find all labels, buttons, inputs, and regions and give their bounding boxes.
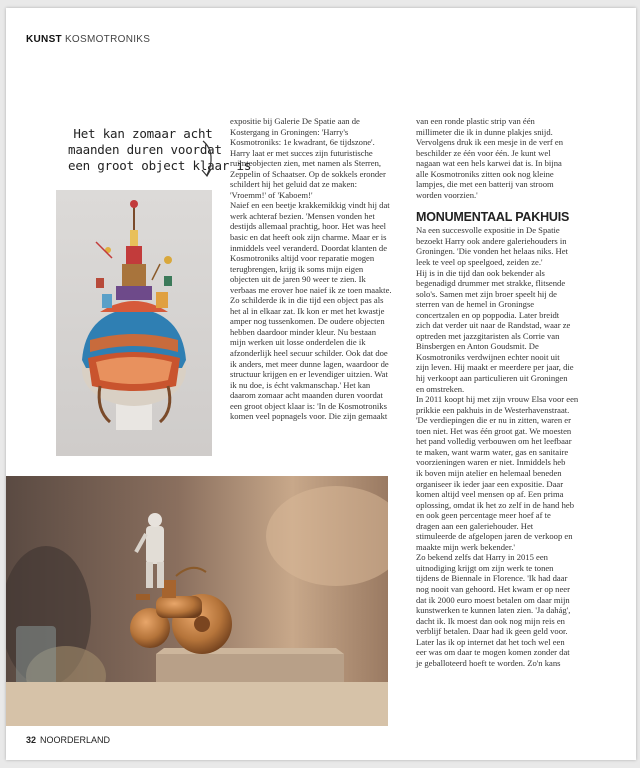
text-line: eer was om daar te mogen komen zonder dat — [416, 647, 570, 658]
text-line: 'Vroemm!' of 'Kaboem!' — [230, 189, 313, 200]
text-line: Kosmotroniks verdwijnen echter nooit uit — [416, 351, 560, 362]
text-line: voorzieningen waren er niet. Inmiddels heb — [416, 457, 566, 468]
text-line: uitnodiging krijgt om zijn werk te tonen — [416, 562, 554, 573]
text-line: concertzalen en op poppodia. Later breidt — [416, 309, 560, 320]
text-line: komen altijd veel mensen op af. Een prima — [416, 489, 564, 500]
pull-quote-line: een groot object klaar is — [68, 158, 252, 173]
text-line: expositie bij Galerie De Spatie aan de — [230, 116, 360, 126]
curved-arrow-icon — [199, 139, 217, 179]
text-line: hebben daardoor minder kleur. Nu bestaan — [230, 326, 377, 337]
text-line: Groningen. 'Die vonden het helaas niks. Het — [416, 246, 568, 257]
text-line: verblijf betalen. Daar had ik geen geld voor. — [416, 626, 568, 637]
text-line: structuur krijgen en er levendiger uitzien. Wat — [230, 369, 388, 380]
section-header — [26, 34, 150, 45]
text-line: Hij is in die tijd dan ook bekender als — [416, 267, 545, 278]
text-line: Harry laat er met succes zijn futuristische — [230, 147, 373, 158]
text-line: Zo schilderde ik in die tijd een object pas als — [230, 295, 384, 306]
text-line: amper nog tussenkomen. De oudere objecten — [230, 316, 385, 327]
text-line: Kostergang in Groningen: 'Harry's — [230, 126, 349, 137]
text-line: begenadigd drummer met strakke, flitsende — [416, 278, 566, 289]
text-line: Vervolgens druk ik een mesje in de verf en — [416, 137, 563, 148]
text-line: beschilder ze één voor één. Je kunt wel — [416, 147, 551, 158]
text-line: daarom zomaar acht maanden duren voordat — [230, 390, 383, 401]
text-line: hij verkoopt aan particulieren uit Groningen — [416, 373, 568, 384]
text-line: het al in elkaar zat. Ik kon er met het kwastje — [230, 305, 385, 316]
text-line: van een ronde plastic strip van één — [416, 116, 535, 126]
text-line: objecten uit de jaren 90 weer te zien. Ik — [230, 274, 366, 285]
text-line: schildert hij het geluid dat ze maken: — [230, 179, 357, 190]
magazine-name: NOORDERLAND — [40, 735, 111, 745]
text-line: destijds allemaal prachtig, hoor. Het was heel — [230, 221, 387, 232]
section-label: KUNST — [26, 34, 62, 45]
text-line: Naief en een beetje krakkemikkig vindt hij dat — [230, 200, 390, 211]
text-line: en omstreken. — [416, 383, 465, 394]
text-line: basic en dat heeft ook zijn charme. Maar er is — [230, 232, 387, 243]
text-line: ik anders, met meer dunne lagen, waardoor de — [230, 358, 389, 369]
text-line: werk achteraf bezien. 'Mensen vonden het — [230, 210, 375, 221]
text-line: nog nooit van gehoord. Het kwam er op neer — [416, 583, 570, 594]
text-line: bezoekt Harry ook andere galeriehouders in — [416, 235, 567, 246]
text-line: een groot object klaar is: 'In de Kosmotroniks — [230, 400, 387, 411]
text-line: solo's. Samen met zijn broer speelt hij de — [416, 288, 557, 299]
text-line: ik nu doe, is écht vakmanschap.' Het kan — [230, 379, 371, 390]
text-line: leek te veel op speelgoed, zeiden ze.' — [416, 257, 543, 268]
text-line: ruimteobjecten zien, met namen als Sterren, — [230, 158, 382, 169]
pull-quote-line: Het kan zomaar acht — [73, 126, 213, 141]
text-line: organiseer ik ieder jaar een expositie. Daar — [416, 478, 564, 489]
text-line: ik boven mijn atelier en helemaal beneden — [416, 467, 562, 478]
text-line: dacht ik. Ik moest dan ook nog mijn reis en — [416, 615, 565, 626]
pull-quote-line: maanden duren voordat — [68, 142, 222, 157]
text-line: Kosmotroniks: 1e kwadrant, 6e tijdszone'. — [230, 137, 375, 148]
text-line: dragen aan een galeriehouder. Het — [416, 520, 534, 531]
text-line: tijdens de Biennale in Florence. 'Ik had daar — [416, 573, 568, 584]
text-line: Kosmotroniks altijd voor reparatie mogen — [230, 253, 375, 264]
text-line: je geballoteerd hoeft te worden. Zo'n kans — [416, 657, 561, 668]
text-line: In 2011 koopt hij met zijn vrouw Elsa voor een — [416, 394, 579, 405]
text-line: Binsbergen en Anton Goudsmit. De — [416, 341, 539, 352]
text-line: en ook geen percentage meer hoef af te — [416, 510, 551, 521]
text-line: terugbrengen, krijg ik soms mijn eigen — [230, 263, 364, 274]
text-line: optreden met jazzgitaristen als Corrie van — [416, 330, 560, 341]
text-line: mijn werken uit losse onderdelen die ik — [230, 337, 366, 348]
text-line: inmiddels veel veranderd. Doordat klanten de — [230, 242, 388, 253]
motorbike-sculpture-photo — [6, 476, 388, 726]
text-line: het pand volledig verbouwen om het leefbaar — [416, 436, 572, 447]
text-line: oplossing, omdat ik het zo zelf in de hand heb — [416, 499, 574, 510]
text-line: zich dat verder uit naar de Randstad, waar ze — [416, 320, 571, 331]
text-line: maakte mijn werk bekender.' — [416, 541, 515, 552]
page-number: 32 — [26, 735, 37, 745]
text-line: alle Kosmotroniks zitten ook nog kleine — [416, 168, 554, 179]
text-line: Zo bekend zelfs dat Harry in 2015 een — [416, 552, 548, 563]
text-line: worden voorzien.' — [416, 189, 478, 200]
magazine-page — [6, 8, 636, 760]
text-line: Zeppelin of Schaatser. Op de sokkels eronder — [230, 168, 386, 179]
text-line: verbaas me erover hoe naief ik ze toen maakte. — [230, 284, 392, 295]
text-line: toen niet. Het was één groot gat. We moesten — [416, 425, 572, 436]
text-line: lampjes, die met een batterij van stroom — [416, 179, 554, 190]
article-column-2 — [416, 116, 606, 668]
text-line: sterren van de hemel in Groningse — [416, 299, 535, 310]
text-line: dat ik 2000 euro moest betalen om daar mijn — [416, 594, 570, 605]
text-line: prikkie een pakhuis in de Westerhavenstraat. — [416, 404, 570, 415]
text-line: millimeter die ik in dunne plakjes snijd. — [416, 126, 553, 137]
text-line: Later las ik op internet dat het toch wel een — [416, 636, 565, 647]
article-column-1 — [230, 116, 406, 422]
helmet-sculpture-photo — [56, 190, 212, 456]
section-heading: MONUMENTAAL PAKHUIS — [416, 210, 570, 225]
text-line: 'De verdiepingen die er nu in zitten, waren er — [416, 415, 571, 426]
text-line: nagaan wat een hels karwei dat is. In bijna — [416, 158, 562, 169]
pull-quote — [68, 126, 252, 174]
text-line: komen veel popnagels voor. Die zijn gemaakt — [230, 411, 388, 422]
text-line: kunstwerken te kunnen laten zien. 'Ja dahág', — [416, 605, 571, 616]
text-line: Na een succesvolle expositie in De Spatie — [416, 225, 560, 236]
text-line: stimuleerde de afgelopen jaren de verkoop en — [416, 531, 573, 542]
text-line: zijn leven. Hij maakt er meerdere per jaar, die — [416, 362, 574, 373]
text-line: te maken, want warm water, gas en sanitaire — [416, 446, 569, 457]
subsection-label: KOSMOTRONIKS — [64, 34, 151, 45]
page-footer — [26, 735, 110, 745]
text-line: afzonderlijk heel secuur schilder. Ook dat doe — [230, 348, 388, 359]
